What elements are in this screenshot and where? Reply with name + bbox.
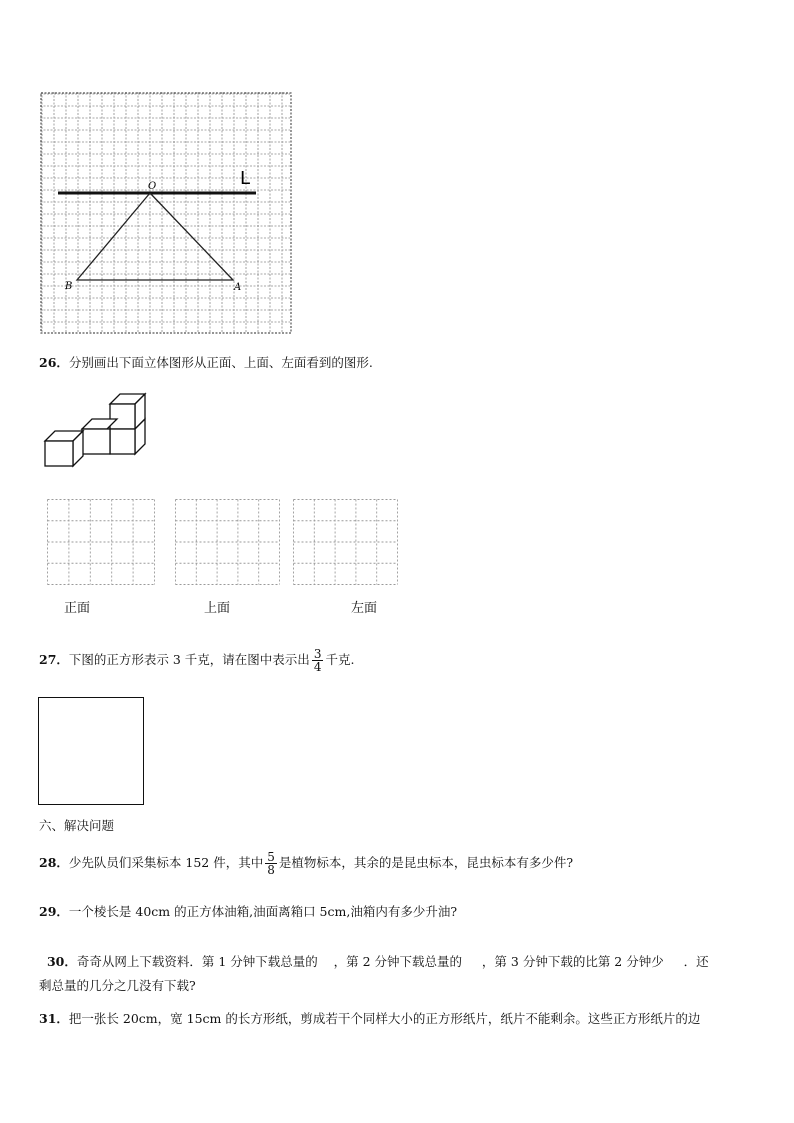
fraction: $\frac{5}{8}$ bbox=[267, 850, 275, 877]
grid-border bbox=[41, 93, 291, 333]
question-number: 30． bbox=[46, 954, 77, 969]
question-26 bbox=[39, 355, 373, 371]
label-b: B bbox=[65, 281, 73, 292]
label-front-view: 正面 bbox=[64, 601, 91, 616]
grid-left-view bbox=[293, 499, 398, 585]
question-30-line2: 剩总量的几分之几没有下载? bbox=[39, 978, 196, 993]
question-number: 26． bbox=[39, 355, 69, 370]
question-text-end: 千克. bbox=[325, 652, 355, 667]
grid-figure bbox=[40, 92, 292, 334]
section-title: 六、解决问题 bbox=[39, 818, 115, 833]
label-o: O bbox=[148, 181, 157, 192]
question-31 bbox=[39, 1011, 700, 1027]
grid-top-view bbox=[175, 499, 280, 585]
label-l: L bbox=[240, 168, 251, 189]
grid-front-view bbox=[47, 499, 155, 585]
question-text: 把一张长 20cm，宽 15cm 的长方形纸，剪成若干个同样大小的正方形纸片，纸片不能剩余。这些正方形纸片的边 bbox=[68, 1011, 701, 1026]
label-left-view: 左面 bbox=[351, 601, 378, 616]
question-text: 奇奇从网上下载资料．第 1 分钟下载总量的 ，第 2 分钟下载总量的 ，第 3 分钟下载的比第 2 分钟少 ．还 bbox=[76, 954, 709, 969]
question-text: 少先队员们采集标本 152 件，其中 bbox=[68, 855, 264, 870]
fraction: $\frac{3}{4}$ bbox=[313, 647, 322, 674]
question-text: 下图的正方形表示 3 千克，请在图中表示出 bbox=[68, 652, 310, 667]
cube-stack-figure bbox=[44, 393, 154, 469]
question-29 bbox=[39, 904, 457, 920]
label-a: A bbox=[234, 282, 242, 293]
question-text: 分别画出下面立体图形从正面、上面、左面看到的图形. bbox=[68, 355, 373, 370]
question-text: 一个棱长是 40cm 的正方体油箱,油面离箱口 5cm,油箱内有多少升油? bbox=[68, 904, 458, 919]
question-text-end: 是植物标本，其余的是昆虫标本，昆虫标本有多少件? bbox=[278, 855, 574, 870]
question-number: 28． bbox=[39, 855, 69, 870]
grid-lines bbox=[40, 92, 291, 333]
question-28 bbox=[39, 851, 573, 876]
question-number: 27． bbox=[39, 652, 69, 667]
question-number: 31． bbox=[39, 1011, 69, 1026]
question-27 bbox=[39, 648, 354, 673]
label-top-view: 上面 bbox=[204, 601, 231, 616]
square-box bbox=[38, 697, 144, 805]
question-30 bbox=[39, 938, 709, 970]
question-number: 29． bbox=[39, 904, 69, 919]
